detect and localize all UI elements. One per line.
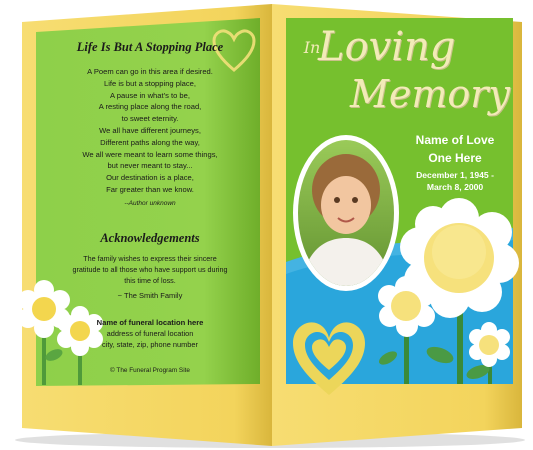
poem-body bbox=[40, 66, 260, 196]
poem-line: Our destination is a place, bbox=[106, 173, 194, 183]
family-signature: ~ The Smith Family bbox=[117, 291, 183, 300]
poem-line: but never meant to stay... bbox=[107, 161, 193, 171]
title-memory: Memory bbox=[350, 72, 510, 116]
funeral-address: address of funeral location bbox=[106, 329, 194, 338]
deceased-name-line1: Name of Love bbox=[415, 133, 495, 147]
poem-title: Life Is But A Stopping Place bbox=[76, 40, 224, 54]
ack-line: this time of loss. bbox=[124, 276, 176, 285]
poem-line: We all were meant to learn some things, bbox=[82, 149, 218, 159]
funeral-location-title: Name of funeral location here bbox=[96, 318, 204, 327]
deceased-name-line2: One Here bbox=[428, 151, 482, 165]
right-page bbox=[272, 4, 522, 446]
poem-line: We all have different journeys, bbox=[99, 125, 201, 135]
dates-line2: March 8, 2000 bbox=[426, 182, 484, 192]
acknowledgements-title: Acknowledgements bbox=[100, 231, 200, 245]
poem-line: A pause in what's to be, bbox=[110, 90, 190, 100]
poem-line: Far greater than we know. bbox=[106, 184, 194, 194]
ack-line: gratitude to all those who have support us during bbox=[72, 265, 228, 274]
ack-line: The family wishes to express their sincere bbox=[83, 254, 217, 263]
title-loving: Loving bbox=[318, 24, 456, 70]
poem-line: A resting place along the road, bbox=[98, 102, 202, 112]
acknowledgements-body bbox=[40, 253, 260, 286]
title-in: In bbox=[303, 38, 321, 57]
poem-author: --Author unknown bbox=[124, 200, 176, 207]
poem-line: Life is but a stopping place, bbox=[103, 78, 197, 88]
site-credit: © The Funeral Program Site bbox=[110, 367, 190, 374]
poem-line: A Poem can go in this area if desired. bbox=[87, 67, 213, 76]
dates-line1: December 1, 1945 - bbox=[416, 170, 494, 180]
poem-line: to sweet eternity. bbox=[121, 114, 179, 124]
poem-line: Different paths along the way, bbox=[100, 137, 200, 147]
funeral-city: city, state, zip, phone number bbox=[102, 340, 198, 349]
